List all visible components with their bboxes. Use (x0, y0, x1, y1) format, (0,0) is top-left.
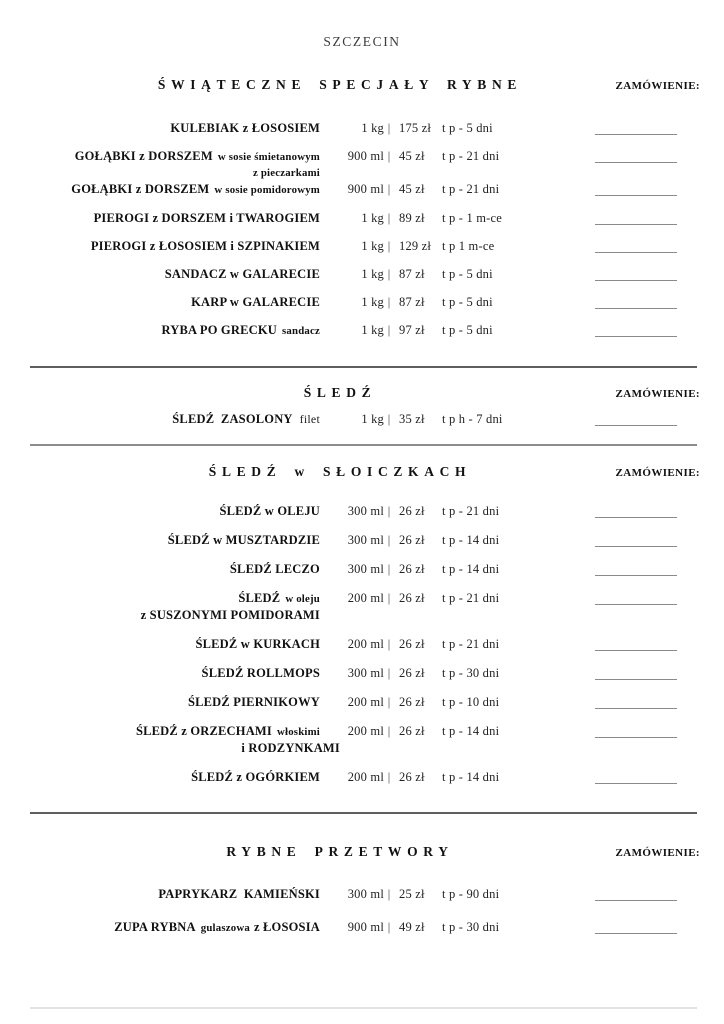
price-separator: | (387, 211, 391, 225)
item-price: 45 zł (399, 182, 425, 196)
section-title: RYBNE PRZETWORY (226, 844, 454, 859)
page-title: SZCZECIN (323, 34, 401, 49)
item-shelf-life: t p - 5 dni (442, 295, 493, 309)
item-name: ŚLEDŹ ZASOLONY filet (172, 412, 320, 426)
menu-item-row (24, 148, 700, 181)
menu-item-row (24, 886, 700, 902)
item-shelf-life: t p - 21 dni (442, 182, 500, 196)
price-separator: | (387, 121, 391, 135)
item-price: 26 zł (399, 562, 425, 576)
order-fill-line[interactable] (595, 120, 677, 135)
menu-item-row (24, 322, 700, 339)
item-quantity: 200 ml (347, 637, 384, 651)
price-separator: | (387, 323, 391, 337)
item-shelf-life: t p - 21 dni (442, 149, 500, 163)
menu-item-row (24, 694, 700, 710)
price-separator: | (387, 695, 391, 709)
page-bottom-divider (30, 1007, 697, 1009)
item-price: 35 zł (399, 412, 425, 426)
item-shelf-life: t p - 1 m-ce (442, 211, 503, 225)
item-price: 89 zł (399, 211, 425, 225)
menu-item-row (24, 266, 700, 282)
item-name: ŚLEDŹ LECZO (229, 562, 320, 576)
order-fill-line[interactable] (595, 411, 677, 426)
menu-item-row (24, 411, 700, 427)
menu-item-row (24, 769, 700, 785)
item-name: SANDACZ w GALARECIE (164, 267, 320, 281)
item-name: ŚLEDŹ w OLEJU (219, 504, 320, 518)
item-quantity: 900 ml (347, 149, 384, 163)
section-title: ŚWIĄTECZNE SPECJAŁY RYBNE (157, 77, 523, 92)
item-quantity: 1 kg (361, 211, 384, 225)
order-fill-line[interactable] (595, 294, 677, 309)
item-name: RYBA PO GRECKU sandacz (161, 323, 320, 337)
item-name: KULEBIAK z ŁOSOSIEM (170, 121, 320, 135)
price-separator: | (387, 770, 391, 784)
order-column-label: ZAMÓWIENIE: (615, 467, 700, 479)
item-quantity: 300 ml (347, 887, 384, 901)
item-quantity: 1 kg (361, 323, 384, 337)
menu-item-row (24, 238, 700, 254)
section-header (24, 464, 700, 482)
item-shelf-life: t p - 5 dni (442, 323, 493, 337)
order-fill-line[interactable] (595, 636, 677, 651)
item-quantity: 900 ml (347, 920, 384, 934)
item-quantity: 300 ml (347, 562, 384, 576)
item-quantity: 900 ml (347, 182, 384, 196)
menu-item-row (24, 919, 700, 936)
price-separator: | (387, 149, 391, 163)
order-fill-line[interactable] (595, 561, 677, 576)
section-divider (30, 812, 697, 814)
price-separator: | (387, 533, 391, 547)
order-column-label: ZAMÓWIENIE: (615, 388, 700, 400)
menu-item-row (24, 665, 700, 681)
section-header (24, 844, 700, 862)
item-quantity: 1 kg (361, 239, 384, 253)
item-name: ŚLEDŹ w KURKACH (195, 637, 320, 651)
price-separator: | (387, 724, 391, 738)
item-name: ŚLEDŹ z ORZECHAMI włoskimi i RODZYNKAMI (24, 723, 320, 756)
item-name: PIEROGI z DORSZEM i TWAROGIEM (93, 211, 320, 225)
item-price: 49 zł (399, 920, 425, 934)
order-fill-line[interactable] (595, 665, 677, 680)
menu-item-row (24, 120, 700, 136)
item-shelf-life: t p - 14 dni (442, 562, 500, 576)
item-price: 87 zł (399, 295, 425, 309)
order-fill-line[interactable] (595, 322, 677, 337)
item-quantity: 1 kg (361, 295, 384, 309)
menu-item-row (24, 210, 700, 226)
item-price: 26 zł (399, 591, 425, 605)
item-shelf-life: t p - 10 dni (442, 695, 500, 709)
item-shelf-life: t p - 21 dni (442, 637, 500, 651)
section-title: ŚLEDŹ w SŁOICZKACH (208, 464, 472, 479)
item-name-line2: i RODZYNKAMI (241, 741, 340, 755)
item-quantity: 1 kg (361, 121, 384, 135)
menu-item-row (24, 636, 700, 652)
item-price: 26 zł (399, 533, 425, 547)
price-separator: | (387, 887, 391, 901)
price-separator: | (387, 267, 391, 281)
item-price: 26 zł (399, 695, 425, 709)
item-name: PAPRYKARZ KAMIEŃSKI (158, 887, 320, 901)
item-shelf-life: t p - 90 dni (442, 887, 500, 901)
item-quantity: 1 kg (361, 412, 384, 426)
order-fill-line[interactable] (595, 590, 677, 605)
item-name: ZUPA RYBNA gulaszowa z ŁOSOSIA (114, 920, 320, 934)
item-shelf-life: t p - 14 dni (442, 533, 500, 547)
order-fill-line[interactable] (595, 181, 677, 196)
item-quantity: 300 ml (347, 666, 384, 680)
order-fill-line[interactable] (595, 919, 677, 934)
item-quantity: 300 ml (347, 533, 384, 547)
item-price: 26 zł (399, 724, 425, 738)
order-fill-line[interactable] (595, 503, 677, 518)
item-price: 45 zł (399, 149, 425, 163)
price-separator: | (387, 295, 391, 309)
order-fill-line[interactable] (595, 210, 677, 225)
item-shelf-life: t p 1 m-ce (442, 239, 495, 253)
item-quantity: 200 ml (347, 591, 384, 605)
item-price: 26 zł (399, 770, 425, 784)
menu-item-row (24, 561, 700, 577)
item-name: ŚLEDŹ PIERNIKOWY (187, 695, 320, 709)
item-shelf-life: t p - 14 dni (442, 770, 500, 784)
menu-item-row (24, 723, 700, 756)
item-shelf-life: t p - 30 dni (442, 920, 500, 934)
price-separator: | (387, 182, 391, 196)
section-header (24, 77, 700, 95)
order-fill-line[interactable] (595, 148, 677, 163)
menu-item-row (24, 294, 700, 310)
order-fill-line[interactable] (595, 238, 677, 253)
menu-item-row (24, 503, 700, 519)
item-shelf-life: t p - 21 dni (442, 504, 500, 518)
order-fill-line[interactable] (595, 532, 677, 547)
item-name-line2: z SUSZONYMI POMIDORAMI (140, 608, 320, 622)
item-shelf-life: t p h - 7 dni (442, 412, 503, 426)
item-shelf-life: t p - 14 dni (442, 724, 500, 738)
item-price: 129 zł (399, 239, 432, 253)
menu-item-row (24, 590, 700, 623)
menu-item-row (24, 532, 700, 548)
order-fill-line[interactable] (595, 886, 677, 901)
item-price: 26 zł (399, 637, 425, 651)
menu-item-row (24, 181, 700, 198)
item-name: GOŁĄBKI z DORSZEM w sosie śmietanowym z pieczarkami (24, 148, 320, 181)
section-divider (30, 366, 697, 368)
order-fill-line[interactable] (595, 723, 677, 738)
item-quantity: 300 ml (347, 504, 384, 518)
price-separator: | (387, 666, 391, 680)
price-separator: | (387, 412, 391, 426)
item-shelf-life: t p - 21 dni (442, 591, 500, 605)
item-quantity: 200 ml (347, 724, 384, 738)
item-price: 25 zł (399, 887, 425, 901)
item-shelf-life: t p - 5 dni (442, 121, 493, 135)
order-column-label: ZAMÓWIENIE: (615, 80, 700, 92)
order-column-label: ZAMÓWIENIE: (615, 847, 700, 859)
section-divider (30, 444, 697, 446)
item-quantity: 200 ml (347, 695, 384, 709)
item-quantity: 200 ml (347, 770, 384, 784)
order-fill-line[interactable] (595, 266, 677, 281)
item-price: 87 zł (399, 267, 425, 281)
section-title: ŚLEDŹ (303, 385, 377, 400)
price-separator: | (387, 239, 391, 253)
item-shelf-life: t p - 30 dni (442, 666, 500, 680)
price-separator: | (387, 562, 391, 576)
item-price: 175 zł (399, 121, 432, 135)
item-price: 97 zł (399, 323, 425, 337)
item-name: ŚLEDŹ w MUSZTARDZIE (167, 533, 320, 547)
price-separator: | (387, 920, 391, 934)
item-name: ŚLEDŹ z OGÓRKIEM (191, 770, 320, 784)
item-name: ŚLEDŹ ROLLMOPS (201, 666, 320, 680)
item-name: GOŁĄBKI z DORSZEM w sosie pomidorowym (71, 182, 320, 196)
item-name: PIEROGI z ŁOSOSIEM i SZPINAKIEM (90, 239, 320, 253)
item-quantity: 1 kg (361, 267, 384, 281)
item-name: ŚLEDŹ w oleju z SUSZONYMI POMIDORAMI (24, 590, 320, 623)
item-price: 26 zł (399, 666, 425, 680)
order-fill-line[interactable] (595, 769, 677, 784)
item-price: 26 zł (399, 504, 425, 518)
item-name: KARP w GALARECIE (191, 295, 320, 309)
section-header (24, 385, 700, 403)
price-separator: | (387, 504, 391, 518)
price-separator: | (387, 637, 391, 651)
item-note: filet (299, 412, 320, 426)
price-separator: | (387, 591, 391, 605)
item-shelf-life: t p - 5 dni (442, 267, 493, 281)
order-fill-line[interactable] (595, 694, 677, 709)
item-name-line2: z pieczarkami (252, 167, 320, 179)
